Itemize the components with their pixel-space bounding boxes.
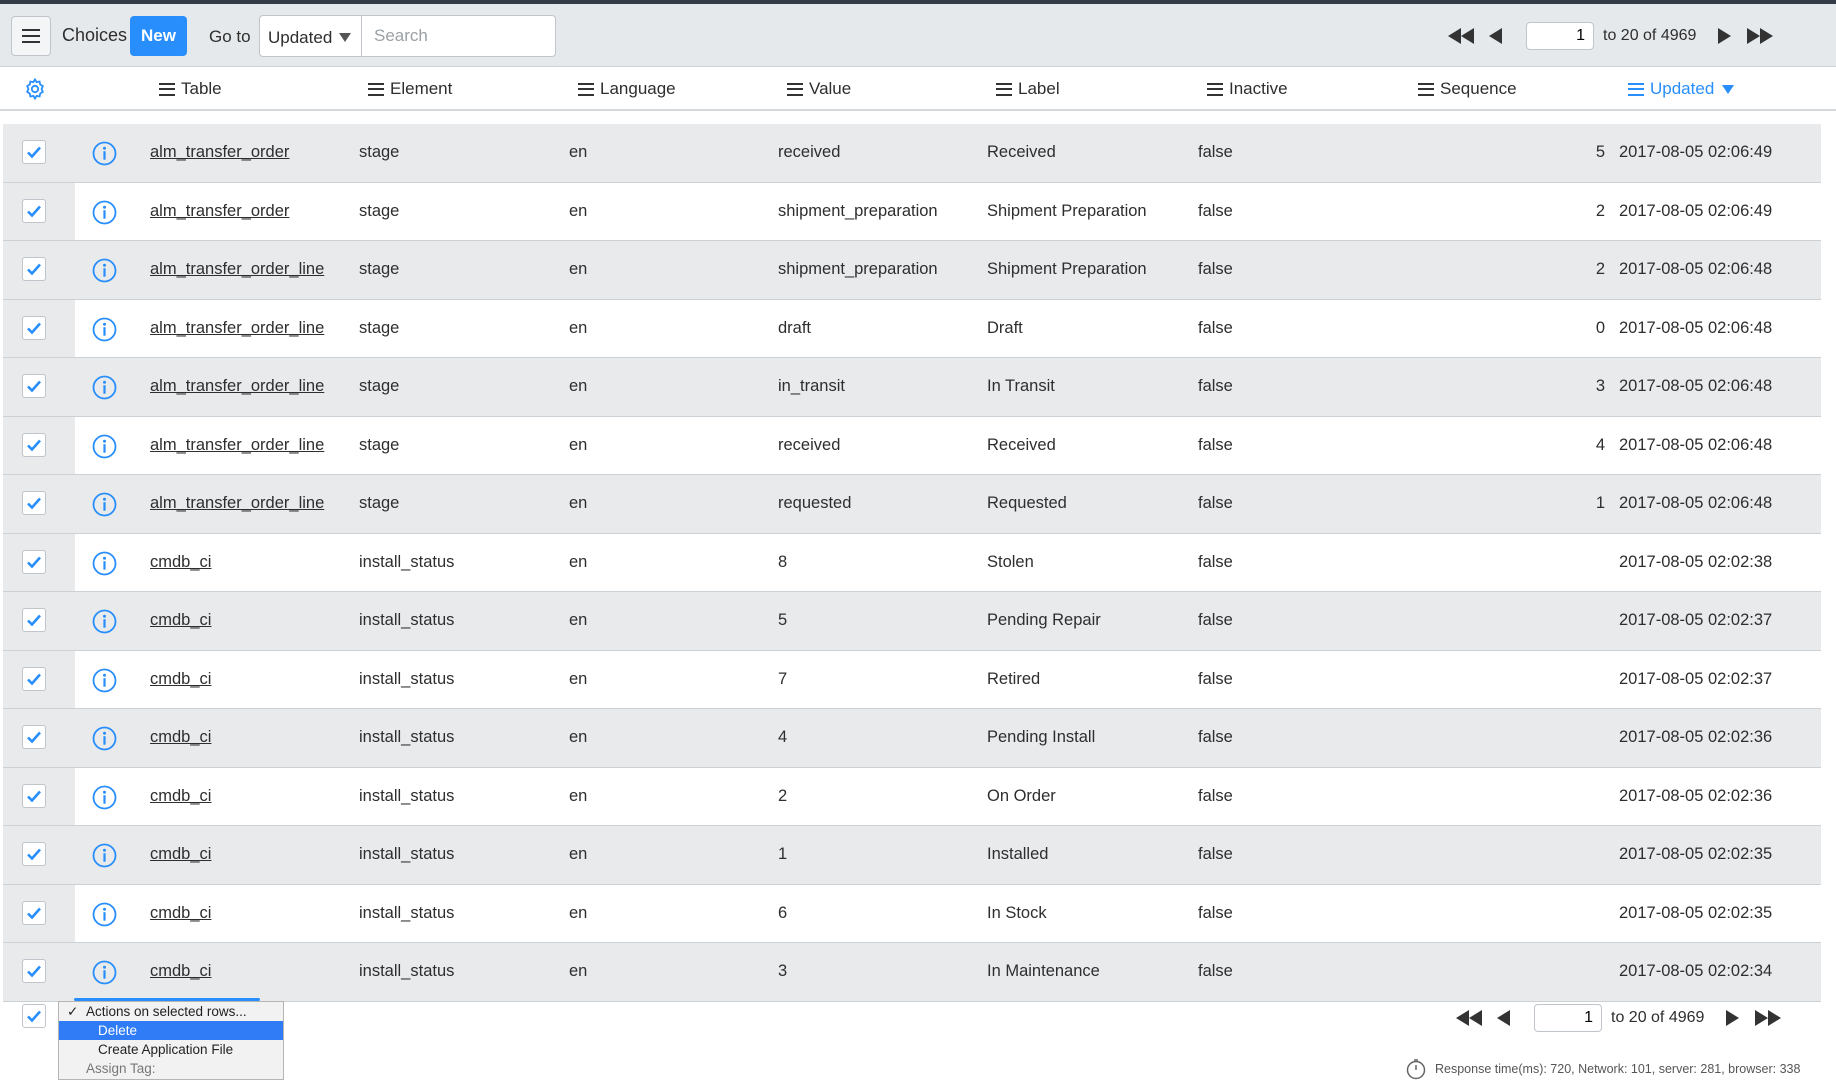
actions-option-create-app-file[interactable]: Create Application File (98, 1042, 234, 1057)
info-icon[interactable] (92, 317, 117, 342)
cell-value: draft (778, 318, 812, 337)
cell-inactive: false (1198, 318, 1233, 337)
cell-value: 2 (778, 786, 788, 805)
cell-language: en (569, 669, 588, 688)
cell-table[interactable]: alm_transfer_order (150, 143, 290, 161)
list-body (3, 124, 1821, 1002)
cell-sequence: 1 (1595, 494, 1605, 512)
cell-language: en (569, 260, 588, 278)
cell-updated: 2017-08-05 02:06:48 (1619, 435, 1773, 454)
info-icon[interactable] (92, 141, 117, 166)
hamburger-icon (22, 29, 40, 43)
row-checkbox[interactable] (22, 725, 46, 749)
cell-sequence: 5 (1595, 143, 1605, 161)
cell-table[interactable]: cmdb_ci (150, 962, 212, 980)
cell-label: Shipment Preparation (987, 201, 1147, 220)
pager-top (1448, 21, 1773, 51)
cell-updated: 2017-08-05 02:06:48 (1619, 377, 1773, 395)
cell-label: In Stock (987, 903, 1047, 922)
cell-element: stage (359, 435, 400, 454)
cell-table[interactable]: alm_transfer_order_line (150, 318, 325, 337)
cell-value: 5 (778, 611, 788, 629)
info-icon[interactable] (92, 726, 117, 751)
check-icon (26, 496, 42, 510)
cell-updated: 2017-08-05 02:06:48 (1619, 318, 1773, 337)
cell-label: In Transit (987, 377, 1055, 395)
check-icon (26, 906, 42, 920)
cell-table[interactable]: alm_transfer_order_line (150, 377, 325, 395)
cell-label: Pending Install (987, 728, 1096, 746)
actions-option-title[interactable] (59, 1002, 283, 1021)
cell-updated: 2017-08-05 02:02:35 (1619, 845, 1773, 863)
cell-element: install_status (359, 903, 455, 922)
check-icon (26, 438, 42, 452)
cell-inactive: false (1198, 962, 1233, 980)
column-label: Inactive (1229, 79, 1288, 98)
actions-option-delete[interactable]: Delete (59, 1021, 283, 1040)
last-page-icon[interactable] (1747, 21, 1773, 51)
pager-bottom (1456, 1003, 1781, 1033)
cell-inactive: false (1198, 435, 1233, 454)
info-icon[interactable] (92, 492, 117, 517)
cell-language: en (569, 903, 588, 922)
cell-updated: 2017-08-05 02:02:35 (1619, 903, 1773, 922)
caret-down-icon (339, 33, 351, 42)
cell-table[interactable]: cmdb_ci (150, 552, 212, 571)
cell-table[interactable]: cmdb_ci (150, 845, 212, 863)
cell-inactive: false (1198, 552, 1233, 571)
row-checkbox[interactable] (22, 257, 46, 281)
column-inactive[interactable] (1207, 79, 1288, 99)
check-icon (26, 145, 42, 159)
page-range-text: to 20 of 4969 (1611, 1009, 1705, 1026)
cell-element: install_status (359, 611, 455, 629)
column-language[interactable] (578, 79, 676, 99)
cell-updated: 2017-08-05 02:06:49 (1619, 201, 1773, 220)
cell-element: stage (359, 143, 400, 161)
cell-language: en (569, 611, 588, 629)
cell-element: install_status (359, 845, 455, 863)
cell-label: Shipment Preparation (987, 260, 1147, 278)
check-icon (26, 379, 42, 393)
column-label: Updated (1650, 79, 1715, 98)
cell-label: Draft (987, 318, 1023, 337)
column-header-row (0, 67, 1836, 111)
check-icon (26, 672, 42, 686)
cell-table[interactable]: alm_transfer_order (150, 201, 290, 220)
cell-inactive: false (1198, 377, 1233, 395)
cell-table[interactable]: alm_transfer_order_line (150, 435, 325, 454)
page-number-input[interactable] (1534, 1004, 1602, 1032)
table-row (3, 885, 1821, 944)
last-page-icon[interactable] (1755, 1003, 1781, 1033)
cell-label: Retired (987, 669, 1041, 688)
first-page-icon[interactable] (1456, 1003, 1482, 1033)
column-label: Language (600, 79, 676, 98)
column-label: Element (390, 79, 453, 98)
cell-element: install_status (359, 728, 455, 746)
column-menu-icon (996, 83, 1012, 96)
next-page-icon[interactable] (1726, 1003, 1739, 1033)
prev-page-icon[interactable] (1489, 21, 1502, 51)
column-menu-icon (1418, 83, 1434, 96)
cell-element: stage (359, 260, 400, 278)
info-icon[interactable] (92, 843, 117, 868)
option-label: Actions on selected rows... (86, 1004, 247, 1019)
cell-updated: 2017-08-05 02:06:49 (1619, 143, 1773, 161)
cell-inactive: false (1198, 728, 1233, 746)
row-checkbox[interactable] (22, 550, 46, 574)
row-checkbox[interactable] (22, 784, 46, 808)
cell-value: requested (778, 494, 852, 512)
cell-value: shipment_preparation (778, 201, 938, 220)
column-label: Sequence (1440, 79, 1517, 98)
column-element[interactable] (368, 79, 452, 99)
check-icon (26, 262, 42, 276)
cell-sequence: 0 (1595, 318, 1605, 337)
cell-label: Requested (987, 494, 1067, 512)
cell-label: Received (987, 435, 1056, 454)
cell-table[interactable]: cmdb_ci (150, 786, 212, 805)
column-menu-icon (1207, 83, 1223, 96)
row-checkbox[interactable] (22, 667, 46, 691)
cell-language: en (569, 318, 588, 337)
cell-updated: 2017-08-05 02:02:37 (1619, 611, 1773, 629)
info-icon[interactable] (92, 668, 117, 693)
column-label-header[interactable] (996, 79, 1060, 99)
cell-label: On Order (987, 786, 1056, 805)
list-header (0, 4, 1836, 67)
column-updated[interactable] (1628, 79, 1734, 99)
info-icon[interactable] (92, 960, 117, 985)
row-checkbox[interactable] (22, 316, 46, 340)
cell-sequence: 2 (1595, 201, 1605, 220)
info-icon[interactable] (92, 785, 117, 810)
gear-icon[interactable] (23, 77, 47, 101)
goto-field-value: Updated (268, 28, 333, 47)
column-label: Value (809, 79, 852, 98)
cell-inactive: false (1198, 611, 1233, 629)
cell-inactive: false (1198, 786, 1233, 805)
table-row (3, 651, 1821, 710)
row-checkbox[interactable] (22, 959, 46, 983)
info-icon[interactable] (92, 375, 117, 400)
cell-updated: 2017-08-05 02:02:34 (1619, 962, 1773, 980)
prev-page-icon[interactable] (1497, 1003, 1510, 1033)
table-row (3, 300, 1821, 359)
column-table[interactable] (159, 79, 222, 99)
column-label: Table (181, 79, 222, 98)
actions-dropdown[interactable] (58, 1001, 284, 1080)
cell-value: in_transit (778, 377, 845, 395)
check-icon (26, 730, 42, 744)
next-page-icon[interactable] (1718, 21, 1731, 51)
check-icon (26, 1009, 42, 1023)
first-page-icon[interactable] (1448, 21, 1474, 51)
cell-value: shipment_preparation (778, 260, 938, 278)
cell-label: Installed (987, 845, 1049, 863)
stopwatch-icon[interactable] (1405, 1058, 1427, 1080)
column-label: Label (1018, 79, 1060, 98)
cell-sequence: 4 (1595, 435, 1605, 454)
checkmark-icon: ✓ (67, 1004, 79, 1019)
new-button[interactable]: New (130, 16, 187, 56)
info-icon[interactable] (92, 434, 117, 459)
table-row (3, 475, 1821, 534)
info-icon[interactable] (92, 258, 117, 283)
check-icon (26, 789, 42, 803)
cell-element: install_status (359, 669, 455, 688)
goto-field-select[interactable] (259, 15, 362, 57)
table-row (3, 943, 1821, 1002)
cell-updated: 2017-08-05 02:02:38 (1619, 552, 1773, 571)
search-input[interactable] (361, 15, 556, 57)
cell-updated: 2017-08-05 02:06:48 (1619, 494, 1773, 512)
cell-table[interactable]: cmdb_ci (150, 611, 212, 629)
column-sequence[interactable] (1418, 79, 1517, 99)
cell-inactive: false (1198, 669, 1233, 688)
cell-language: en (569, 435, 588, 454)
cell-label: Stolen (987, 552, 1034, 571)
cell-language: en (569, 845, 588, 863)
column-menu-icon (368, 83, 384, 96)
cell-updated: 2017-08-05 02:02:36 (1619, 786, 1773, 805)
cell-language: en (569, 143, 588, 161)
response-time (1405, 1058, 1800, 1080)
context-menu-button[interactable] (11, 16, 51, 56)
cell-element: stage (359, 494, 400, 512)
table-row (3, 826, 1821, 885)
page-title: Choices (62, 25, 128, 45)
sort-descending-icon (1722, 85, 1734, 94)
cell-value: 7 (778, 669, 788, 688)
info-icon[interactable] (92, 902, 117, 927)
page-range-text: to 20 of 4969 (1603, 27, 1697, 44)
cell-value: 1 (778, 845, 788, 863)
row-checkbox[interactable] (22, 608, 46, 632)
row-checkbox[interactable] (22, 374, 46, 398)
info-icon[interactable] (92, 609, 117, 634)
row-checkbox[interactable] (22, 842, 46, 866)
cell-element: stage (359, 377, 400, 395)
row-checkbox[interactable] (22, 901, 46, 925)
cell-updated: 2017-08-05 02:06:48 (1619, 260, 1773, 278)
column-menu-icon (159, 83, 175, 96)
cell-label: In Maintenance (987, 962, 1100, 980)
table-row (3, 768, 1821, 827)
check-icon (26, 964, 42, 978)
page-number-input[interactable] (1526, 22, 1594, 50)
check-icon (26, 321, 42, 335)
cell-label: Received (987, 143, 1056, 161)
cell-value: received (778, 143, 841, 161)
cell-element: install_status (359, 786, 455, 805)
cell-inactive: false (1198, 845, 1233, 863)
cell-updated: 2017-08-05 02:02:36 (1619, 728, 1773, 746)
cell-value: 3 (778, 962, 788, 980)
table-row (3, 592, 1821, 651)
cell-value: 8 (778, 552, 788, 571)
goto-label: Go to (209, 27, 251, 46)
check-icon (26, 847, 42, 861)
cell-inactive: false (1198, 494, 1233, 512)
column-value[interactable] (787, 79, 851, 99)
check-icon (26, 613, 42, 627)
cell-inactive: false (1198, 903, 1233, 922)
cell-inactive: false (1198, 260, 1233, 278)
cell-table[interactable]: alm_transfer_order_line (150, 260, 325, 278)
cell-inactive: false (1198, 143, 1233, 161)
table-row (3, 124, 1821, 183)
table-row (3, 709, 1821, 768)
cell-element: install_status (359, 552, 455, 571)
info-icon[interactable] (92, 551, 117, 576)
row-checkbox[interactable] (22, 491, 46, 515)
cell-language: en (569, 728, 588, 746)
row-checkbox[interactable] (22, 433, 46, 457)
cell-language: en (569, 552, 588, 571)
table-row (3, 358, 1821, 417)
column-menu-icon (1628, 83, 1644, 96)
cell-inactive: false (1198, 201, 1233, 220)
check-icon (26, 204, 42, 218)
check-icon (26, 555, 42, 569)
cell-sequence: 2 (1595, 260, 1605, 278)
table-row (3, 241, 1821, 300)
cell-label: Pending Repair (987, 611, 1101, 629)
table-row (3, 534, 1821, 593)
cell-language: en (569, 962, 588, 980)
cell-table[interactable]: alm_transfer_order_line (150, 494, 325, 512)
cell-value: 4 (778, 728, 788, 746)
cell-table[interactable]: cmdb_ci (150, 728, 212, 746)
cell-element: stage (359, 318, 400, 337)
cell-value: received (778, 435, 841, 454)
column-menu-icon (787, 83, 803, 96)
actions-group-assign-tag: Assign Tag: (86, 1061, 156, 1076)
cell-table[interactable]: cmdb_ci (150, 669, 212, 688)
cell-language: en (569, 786, 588, 805)
cell-value: 6 (778, 903, 788, 922)
row-checkbox[interactable] (22, 199, 46, 223)
response-time-text: Response time(ms): 720, Network: 101, server: 281, browser: 338 (1435, 1062, 1801, 1076)
cell-language: en (569, 494, 588, 512)
cell-updated: 2017-08-05 02:02:37 (1619, 669, 1773, 688)
cell-language: en (569, 201, 588, 220)
cell-language: en (569, 377, 588, 395)
cell-table[interactable]: cmdb_ci (150, 903, 212, 922)
cell-sequence: 3 (1595, 377, 1605, 395)
column-menu-icon (578, 83, 594, 96)
info-icon[interactable] (92, 200, 117, 225)
table-row (3, 183, 1821, 242)
row-checkbox[interactable] (22, 140, 46, 164)
select-all-checkbox[interactable] (22, 1004, 46, 1028)
cell-element: stage (359, 201, 400, 220)
table-row (3, 417, 1821, 476)
cell-element: install_status (359, 962, 455, 980)
